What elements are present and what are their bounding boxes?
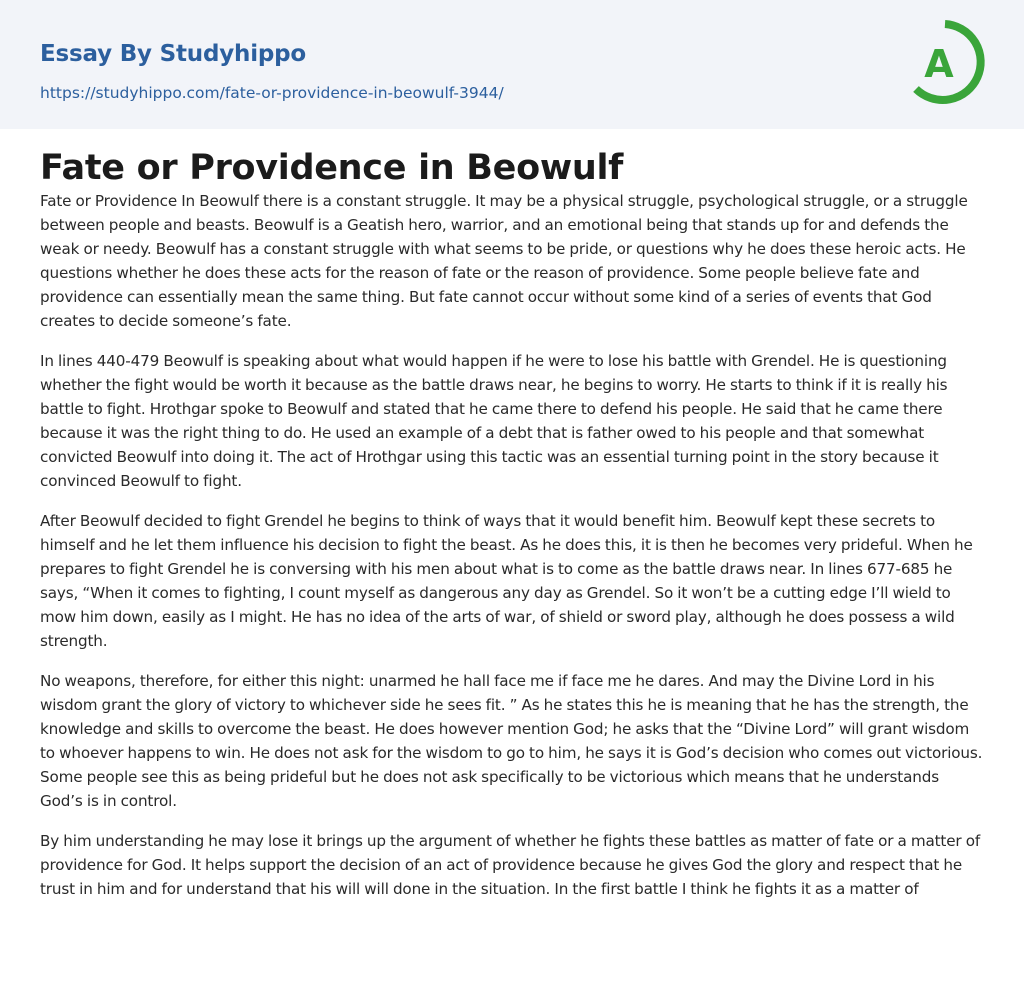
essay-paragraph-3: After Beowulf decided to fight Grendel he begins to think of ways that it would benefit him. Beowulf kept these secrets to himself and he let them influence his decision to fight the beast. As he does this, it is then he becomes very prideful. When he prepares to fight Grendel he is conversing with his men about what is to come as the battle draws near. In lines 677-685 he says, “When it comes to fighting, I count myself as dangerous any day as Grendel. So it won’t be a cutting edge I’ll wield to mow him down, easily as I might. He has no idea of the arts of war, of shield or sword play, although he does possess a wild strength.: [40, 512, 973, 650]
site-brand[interactable]: Essay By Studyhippo: [40, 41, 307, 67]
essay-paragraph-1: Fate or Providence In Beowulf there is a constant struggle. It may be a physical struggle, psychological struggle, or a struggle between people and beasts. Beowulf is a Geatish hero, warrior, and an emotional being that stands up for and defends the weak or needy. Beowulf has a constant struggle with what seems to be pride, or questions why he does these heroic acts. He questions whether he does these acts for the reason of fate or the reason of providence. Some people believe fate and providence can essentially mean the same thing. But fate cannot occur without some kind of a series of events that God creates to decide someone’s fate.: [40, 192, 968, 330]
essay-paragraph-5: By him understanding he may lose it brings up the argument of whether he fights these battles as matter of fate or a matter of providence for God. It helps support the decision of an act of providence because he gives God the glory and respect that he trust in him and for understand that his will will done in the situation. In the first battle I think he fights it as a matter of: [40, 832, 981, 898]
essay-paragraph-2: In lines 440-479 Beowulf is speaking about what would happen if he were to lose his battle with Grendel. He is questioning whether the fight would be worth it because as the battle draws near, he begins to worry. He starts to think if it is really his battle to fight. Hrothgar spoke to Beowulf and stated that he came there to defend his people. He said that he came there because it was the right thing to do. He used an example of a debt that is father owed to his people and that somewhat convicted Beowulf into doing it. The act of Hrothgar using this tactic was an essential turning point in the story because it convinced Beowulf to fight.: [40, 352, 948, 490]
studyhippo-logo-icon[interactable]: [905, 16, 991, 108]
essay-url-link[interactable]: https://studyhippo.com/fate-or-providence-in-beowulf-3944/: [40, 84, 504, 102]
site-header: [0, 0, 1024, 129]
essay-title: Fate or Providence in Beowulf: [40, 148, 624, 188]
logo-letter: A: [924, 42, 954, 86]
essay-paragraph-4: No weapons, therefore, for either this night: unarmed he hall face me if face me he dares. And may the Divine Lord in his wisdom grant the glory of victory to whichever side he sees fit. ” As he states this he is meaning that he has the strength, the knowledge and skills to overcome the beast. He does however mention God; he asks that the “Divine Lord” will grant wisdom to whoever happens to win. He does not ask for the wisdom to go to him, he says it is God’s decision who comes out victorious. Some people see this as being prideful but he does not ask specifically to be victorious which means that he understands God’s is in control.: [40, 672, 983, 810]
essay-content: [0, 129, 1024, 901]
